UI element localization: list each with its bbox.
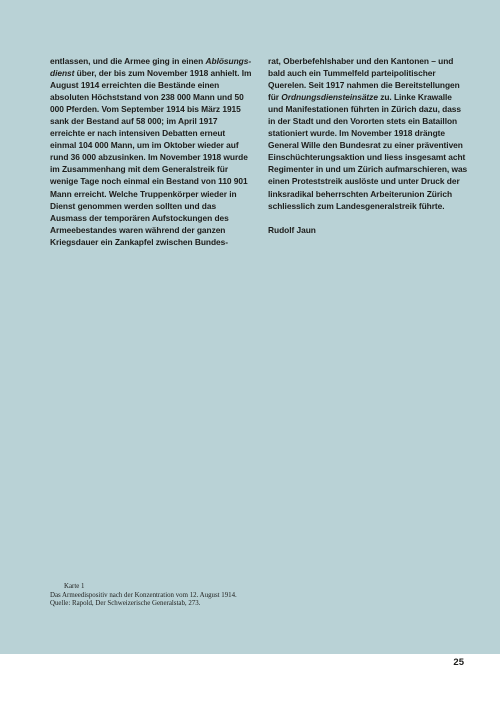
page-number: 25 <box>453 657 464 668</box>
italic-term: Ordnungsdiensteinsätze <box>281 92 378 103</box>
author-signature: Rudolf Jaun <box>268 224 316 235</box>
body-text-right-column <box>268 55 468 236</box>
text-run: rat, Oberbefehlshaber und den Kantonen – und bald auch ein Tummelfeld parteipolitischer Querelen. Seit 1917 nahmen die Bereitstellungen für <box>268 56 460 103</box>
body-paragraph <box>50 55 252 248</box>
text-run: zu. Linke Krawalle und Manifestationen führten in Zürich dazu, dass in der Stadt und den Vororten stets ein Bataillon stationiert wurde. Im November 1918 drängte General Wille den Bundesrat zu einer präventiven Einschüchterungsaktion und liess insgesamt acht Regimenter in und um Zürich aufmarschieren, was einen Proteststreik auslöste und unter Druck der linksradikal beherrschten Arbeiterunion Zürich schliesslich zum Landesgeneralstreik führte. <box>268 92 468 211</box>
text-run: entlassen, und die Armee ging in einen <box>50 56 206 66</box>
body-paragraph <box>268 55 468 212</box>
italic-term: Ablösungsdienst <box>50 56 252 79</box>
figure-caption <box>50 583 250 609</box>
body-text-left-column <box>50 55 252 248</box>
caption-text: Das Armeedispositiv nach der Konzentration vom 12. August 1914. Quelle: Rapold, Der Schweizerische Generalstab, 273. <box>50 591 237 608</box>
caption-label: Karte 1 <box>64 583 85 590</box>
text-run: über, der bis zum November 1918 anhielt. Im August 1914 erreichten die Bestände einen absoluten Höchststand von 238 000 Mann und 50 000 Pferden. Vom September 1914 bis März 1915 sank der Bestand auf 58 000; im April 1917 erreichte er nach intensiven Debatten erneut einmal 104 000 Mann, um im Oktober wieder auf rund 36 000 abzusinken. Im November 1918 wurde im Zusammenhang mit dem Generalstreik für wenige Tage noch einmal ein Bestand von 110 901 Mann erreicht. Welche Truppenkörper wieder in Dienst genommen werden sollten und das Ausmass der temporären Aufstockungen des Armeebestandes waren während der ganzen Kriegsdauer ein Zankapfel zwischen Bundes- <box>50 68 252 247</box>
